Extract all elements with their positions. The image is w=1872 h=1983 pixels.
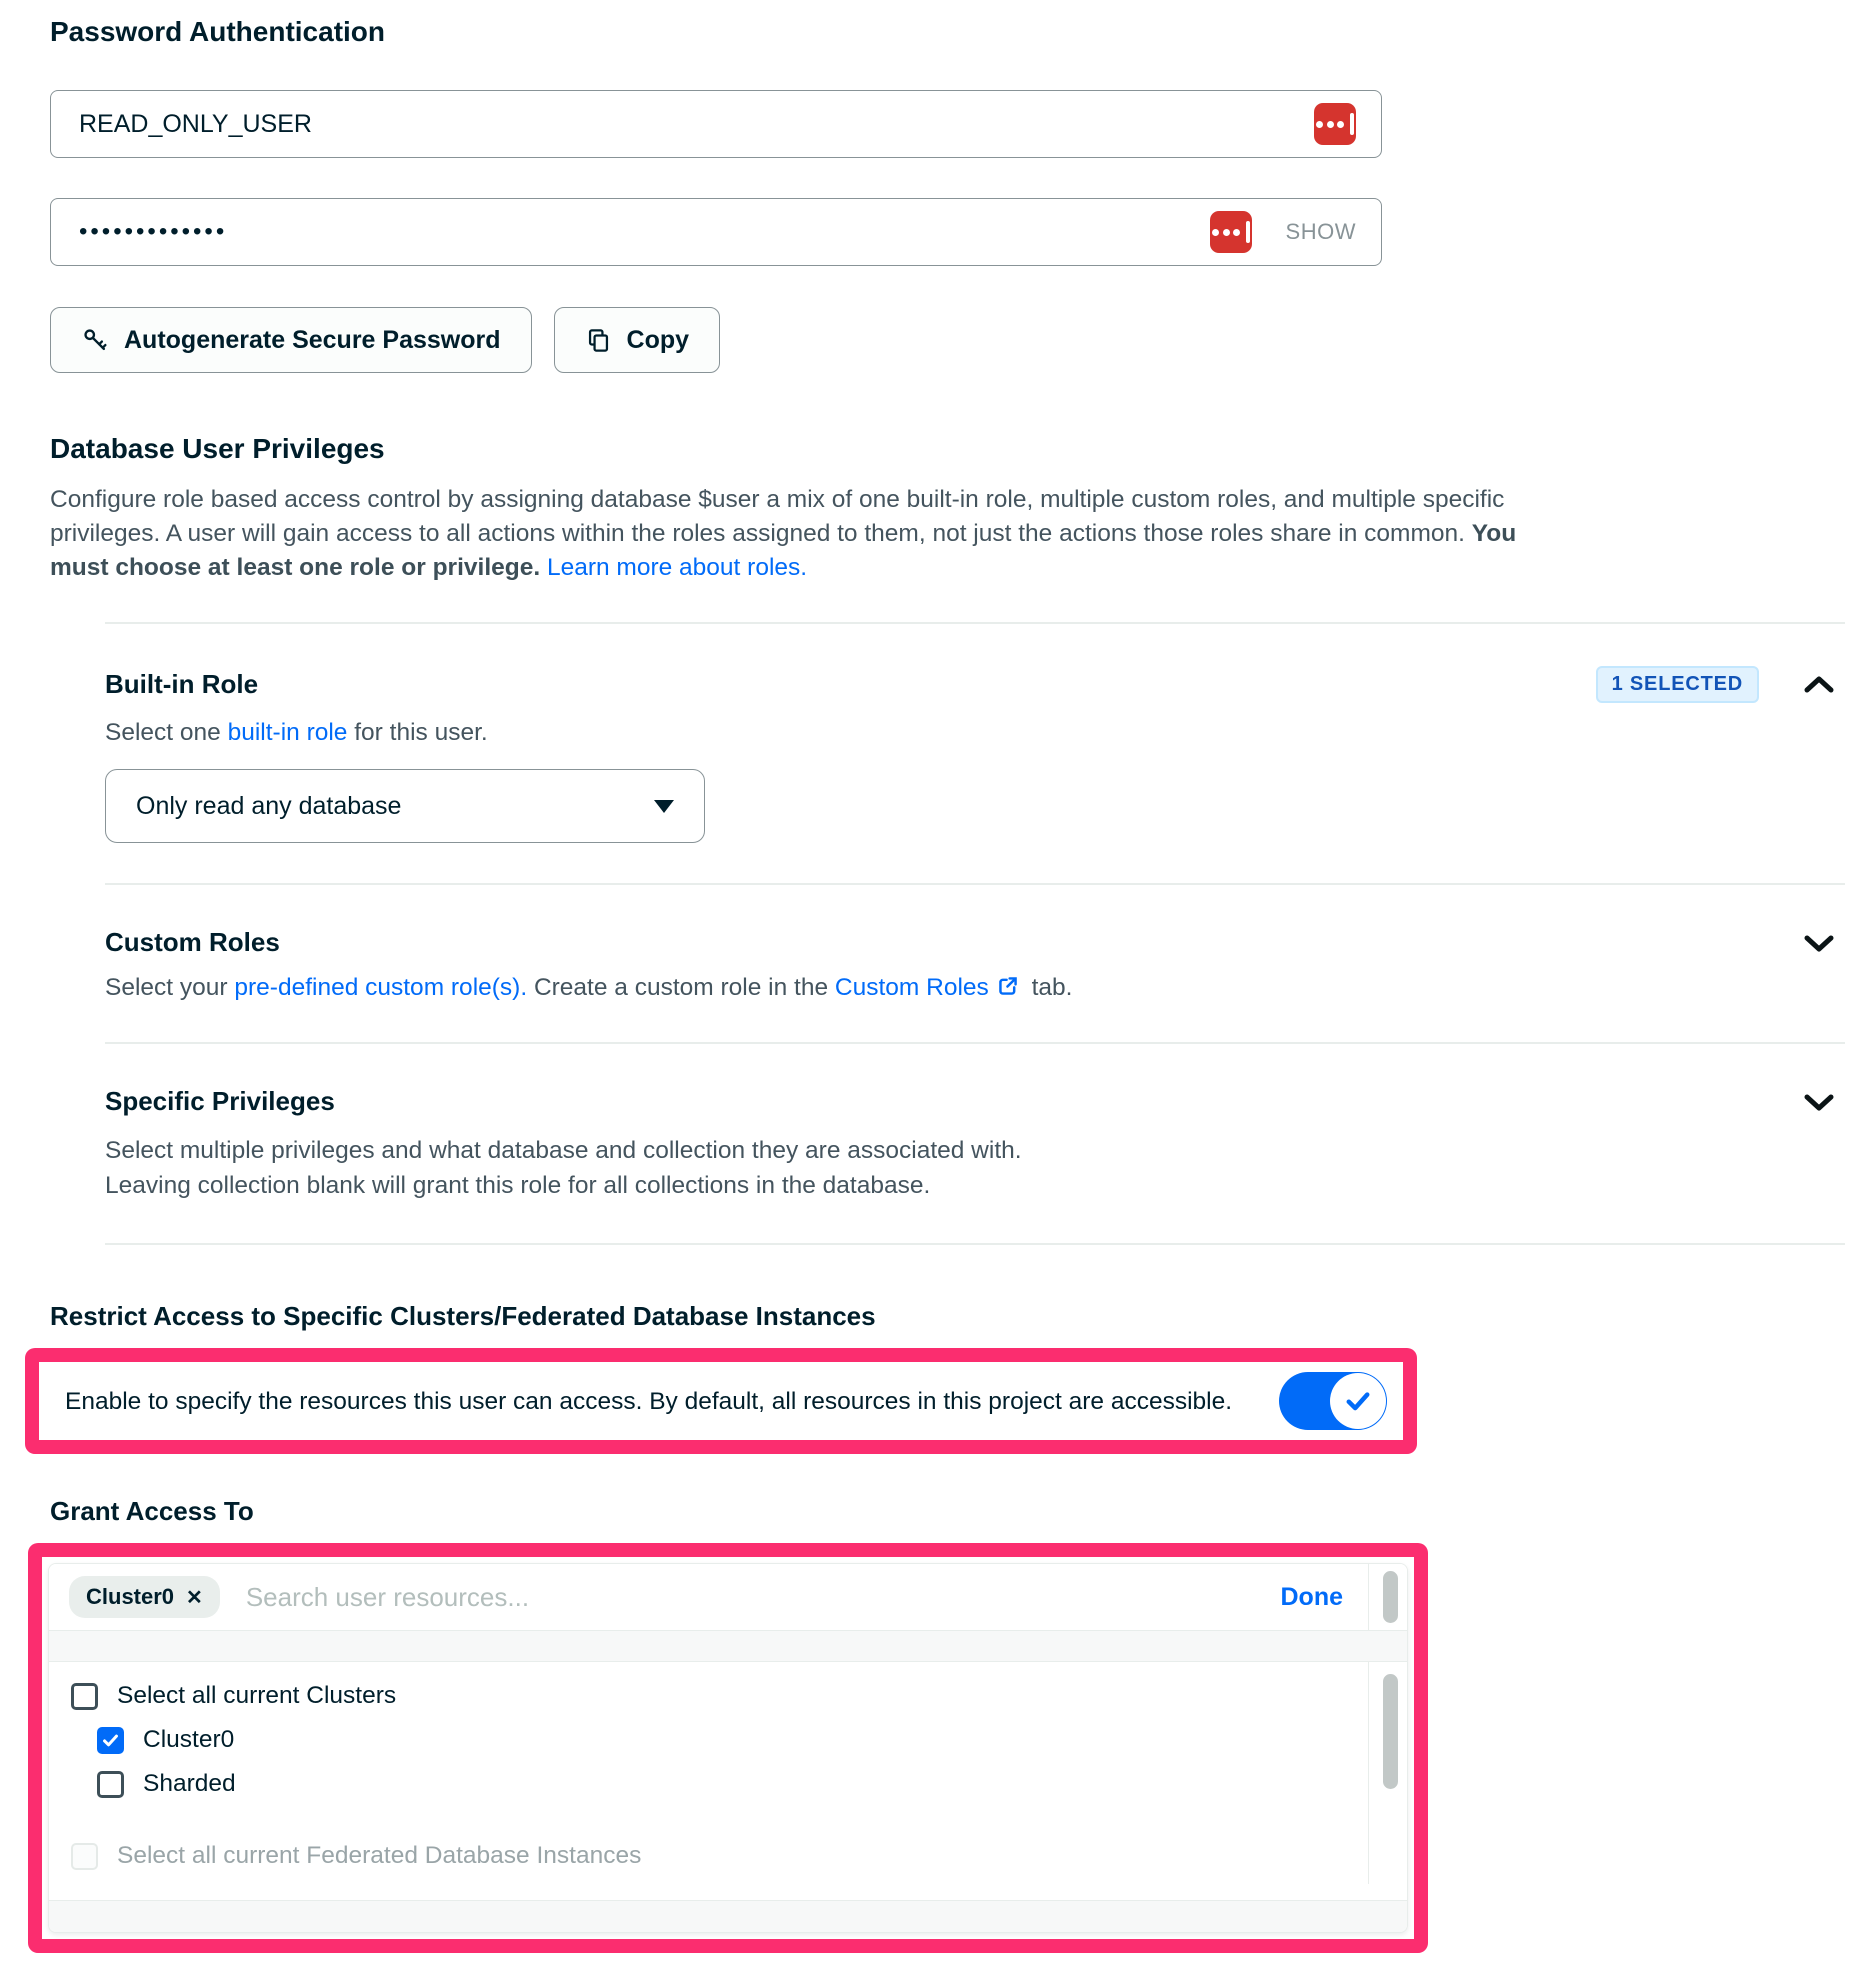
cluster0-row[interactable] [97, 1726, 1343, 1754]
specific-privileges-title: Specific Privileges [105, 1086, 335, 1116]
copy-password-label: Copy [626, 325, 690, 354]
restrict-access-toggle-description: Enable to specify the resources this user can access. By default, all resources in this project are accessible. [65, 1387, 1233, 1415]
username-input[interactable] [50, 90, 1382, 158]
selected-count-badge: 1 SELECTED [1596, 666, 1759, 703]
built-in-role-section [105, 622, 1845, 883]
built-in-role-desc-prefix: Select one [105, 719, 228, 746]
built-in-role-controls [1596, 666, 1845, 703]
lastpass-dot [1327, 121, 1334, 128]
autogenerate-password-label: Autogenerate Secure Password [124, 325, 501, 354]
built-in-role-selected-value: Only read any database [136, 791, 402, 820]
external-link-icon[interactable] [997, 975, 1019, 997]
lastpass-icon[interactable] [1314, 103, 1356, 145]
chip-remove-icon[interactable]: ✕ [186, 1586, 203, 1609]
toggle-knob [1330, 1373, 1386, 1429]
checkbox-label: Select all current Clusters [117, 1682, 397, 1709]
username-field-wrap [50, 90, 1382, 158]
grant-access-title: Grant Access To [50, 1496, 254, 1526]
built-in-role-desc-suffix: for this user. [347, 719, 488, 746]
built-in-role-link[interactable]: built-in role [227, 719, 348, 746]
checkbox-disabled [71, 1843, 98, 1870]
lastpass-bar [1350, 113, 1354, 135]
resource-list [49, 1662, 1407, 1884]
lastpass-icon[interactable] [1314, 103, 1356, 145]
copy-password-button[interactable] [554, 307, 721, 373]
custom-roles-section [105, 883, 1845, 1042]
specific-privileges-desc [105, 1133, 1845, 1203]
predefined-custom-roles-link[interactable]: pre-defined custom role(s). [234, 974, 528, 1001]
custom-roles-desc-suffix: tab. [1024, 974, 1073, 1001]
privileges-intro-text [50, 483, 1540, 585]
lastpass-dot [1337, 121, 1344, 128]
custom-roles-header [105, 927, 1845, 958]
lastpass-dot [1212, 229, 1219, 236]
privileges-intro-bold: You must choose at least one role or privilege. [50, 520, 1517, 581]
specific-privileges-desc-line1: Select multiple privileges and what database and collection they are associated with. [105, 1137, 1022, 1164]
custom-roles-controls [1801, 931, 1845, 955]
grant-access-annotation-box [28, 1543, 1428, 1953]
lastpass-dot [1223, 229, 1230, 236]
select-all-federated-row [71, 1842, 1343, 1884]
done-button[interactable]: Done [1280, 1582, 1343, 1611]
checkbox-label: Sharded [143, 1770, 236, 1797]
selected-resource-chip[interactable] [69, 1576, 220, 1618]
chip-label: Cluster0 [86, 1584, 175, 1609]
checkbox-checked[interactable] [97, 1727, 124, 1754]
lastpass-icon[interactable] [1210, 211, 1252, 253]
check-icon [101, 1731, 120, 1750]
custom-roles-desc [105, 974, 1845, 1002]
lastpass-dot [1233, 229, 1240, 236]
password-actions [50, 307, 1872, 373]
chevron-up-icon[interactable] [1801, 673, 1837, 697]
lastpass-dot [1316, 121, 1323, 128]
privileges-intro-main: Configure role based access control by assigning database $user a mix of one built-in role, multiple custom roles, and multiple specific privileges. A user will gain access to all actions within the roles assigned to them, not just the actions those roles share in common. [50, 486, 1505, 547]
specific-privileges-controls [1801, 1090, 1845, 1114]
check-icon [1341, 1384, 1375, 1418]
specific-privileges-desc-line2: Leaving collection blank will grant this role for all collections in the database. [105, 1172, 931, 1199]
autogenerate-password-button[interactable] [50, 307, 532, 373]
lastpass-bar [1246, 221, 1250, 243]
resource-search-input[interactable] [244, 1581, 1281, 1614]
built-in-role-select[interactable] [105, 769, 705, 843]
select-caret-icon [654, 800, 674, 813]
specific-privileges-section [105, 1042, 1845, 1243]
database-user-privileges-title: Database User Privileges [50, 433, 385, 464]
learn-more-roles-link[interactable]: Learn more about roles. [546, 554, 808, 581]
restrict-access-toggle[interactable] [1279, 1372, 1387, 1430]
custom-roles-desc-middle: Create a custom role in the [527, 974, 835, 1001]
resource-search-row [49, 1564, 1407, 1630]
checkbox-unchecked[interactable] [97, 1771, 124, 1798]
built-in-role-header [105, 666, 1845, 703]
panel-footer-strip [49, 1900, 1407, 1932]
resource-picker-panel [48, 1563, 1408, 1933]
custom-roles-desc-prefix: Select your [105, 974, 235, 1001]
built-in-role-desc [105, 719, 1845, 747]
restrict-access-title: Restrict Access to Specific Clusters/Federated Database Instances [50, 1301, 876, 1331]
roles-accordion [105, 622, 1845, 1245]
checkbox-unchecked[interactable] [71, 1683, 98, 1710]
lastpass-icon[interactable] [1210, 211, 1252, 253]
chevron-down-icon[interactable] [1801, 1090, 1837, 1114]
restrict-access-annotation-box [25, 1348, 1417, 1454]
show-password-button[interactable]: SHOW [1285, 219, 1356, 244]
panel-divider-strip [49, 1630, 1407, 1662]
key-icon [81, 326, 109, 354]
scrollbar-thumb[interactable] [1383, 1674, 1398, 1789]
chevron-down-icon[interactable] [1801, 931, 1837, 955]
password-input[interactable] [50, 198, 1382, 266]
specific-privileges-header [105, 1086, 1845, 1117]
copy-icon [585, 327, 612, 354]
password-authentication-title: Password Authentication [50, 16, 386, 47]
custom-roles-title: Custom Roles [105, 927, 280, 957]
built-in-role-title: Built-in Role [105, 669, 259, 699]
sharded-row[interactable] [97, 1770, 1343, 1798]
checkbox-label: Select all current Federated Database Instances [117, 1842, 642, 1869]
scrollbar-thumb[interactable] [1383, 1571, 1398, 1623]
checkbox-label: Cluster0 [143, 1726, 235, 1753]
password-field-wrap [50, 198, 1382, 266]
custom-roles-tab-link[interactable]: Custom Roles [834, 974, 989, 1001]
select-all-clusters-row[interactable] [71, 1682, 1343, 1710]
